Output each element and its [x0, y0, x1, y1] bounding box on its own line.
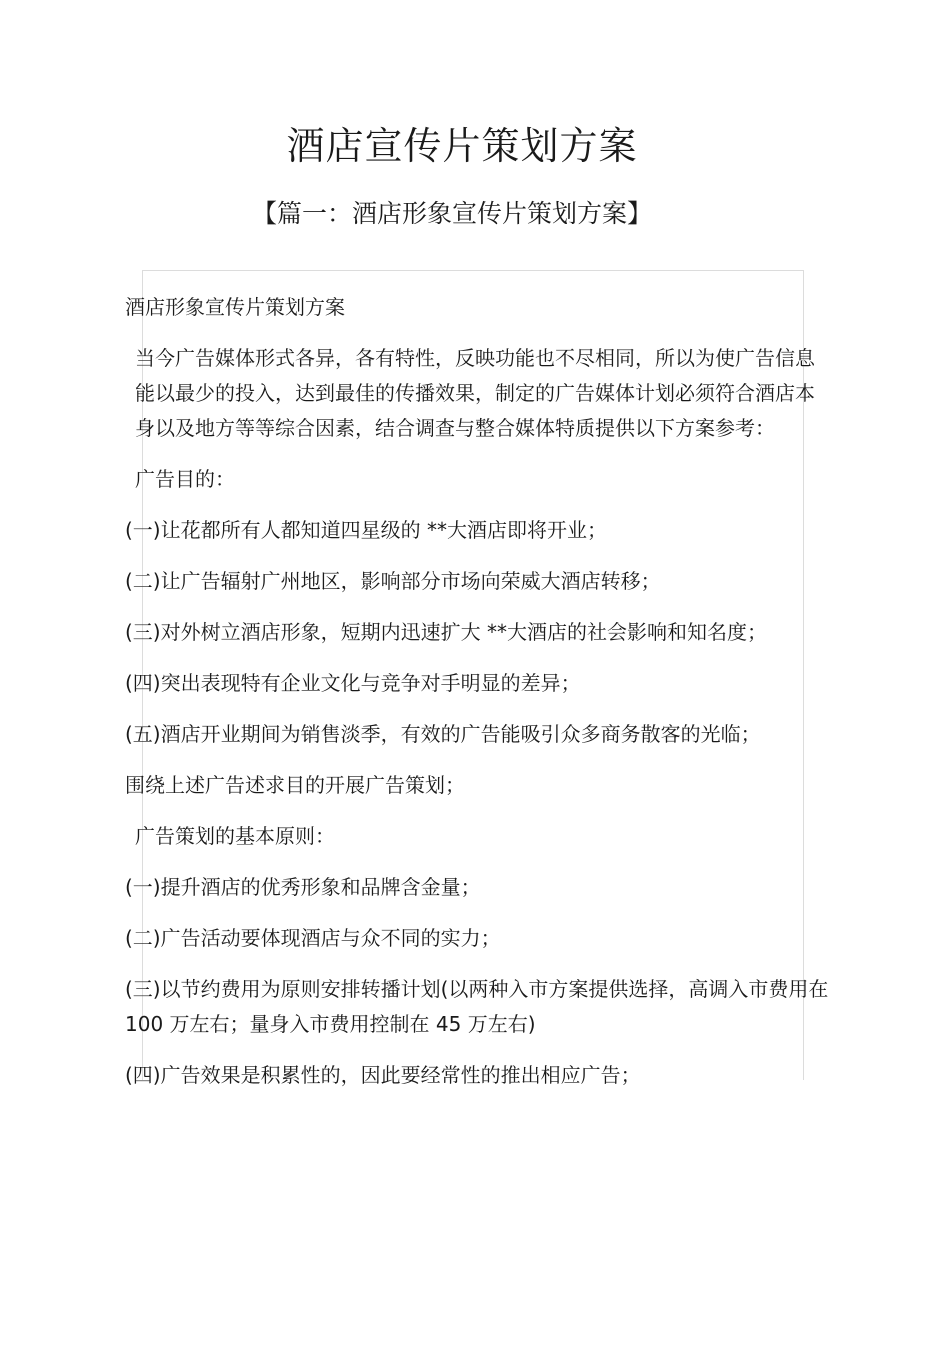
goal-heading: 广告目的： [135, 467, 235, 491]
principle-item-1: (一)提升酒店的优秀形象和品牌含金量； [125, 875, 481, 899]
document-body [115, 290, 833, 1109]
principle-item-3: (三)以节约费用为原则安排转播计划(以两种入市方案提供选择，高调入市费用在 100 万左右；量身入市费用控制在 45 万左右) [125, 977, 829, 1036]
goal-item-5: (五)酒店开业期间为销售淡季，有效的广告能吸引众多商务散客的光临； [125, 722, 761, 746]
doc-heading: 酒店形象宣传片策划方案 [125, 295, 345, 319]
goal-item-1: (一)让花都所有人都知道四星级的 **大酒店即将开业； [125, 518, 607, 542]
goal-item-3: (三)对外树立酒店形象，短期内迅速扩大 **大酒店的社会影响和知名度； [125, 620, 767, 644]
principle-heading: 广告策划的基本原则： [135, 824, 335, 848]
goal-item-2: (二)让广告辐射广州地区，影响部分市场向荣威大酒店转移； [125, 569, 661, 593]
principle-item-2: (二)广告活动要体现酒店与众不同的实力； [125, 926, 501, 950]
principle-item-4: (四)广告效果是积累性的，因此要经常性的推出相应广告； [125, 1063, 641, 1087]
content-frame-top-border [142, 270, 804, 271]
intro-paragraph: 当今广告媒体形式各异，各有特性，反映功能也不尽相同，所以为使广告信息能以最少的投入，达到最佳的传播效果，制定的广告媒体计划必须符合酒店本身以及地方等等综合因素，结合调查与整合媒体特质提供以下方案参考： [135, 346, 815, 440]
planning-note: 围绕上述广告述求目的开展广告策划； [125, 773, 465, 797]
page-title: 酒店宣传片策划方案 [286, 124, 638, 168]
goal-item-4: (四)突出表现特有企业文化与竞争对手明显的差异； [125, 671, 581, 695]
page-subtitle: 【篇一：酒店形象宣传片策划方案】 [251, 199, 652, 228]
